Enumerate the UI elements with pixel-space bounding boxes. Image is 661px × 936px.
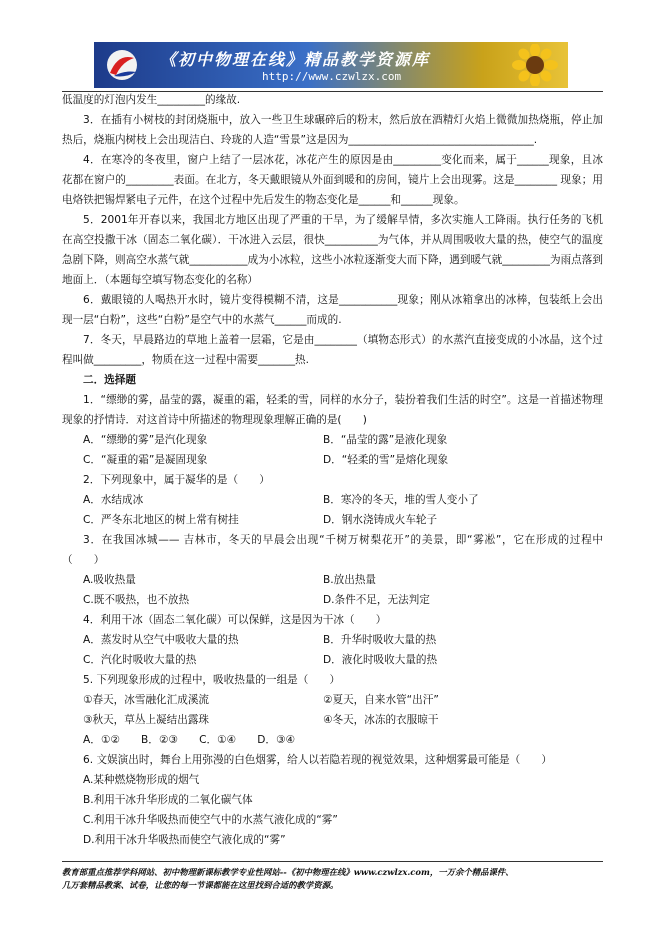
- option-item: A．蒸发时从空气中吸收大量的热: [83, 634, 239, 646]
- option-item: A．水结成冰: [83, 494, 144, 506]
- option-item: B．寒冷的冬天，堆的雪人变小了: [323, 494, 479, 506]
- option-row: [62, 590, 603, 610]
- worksheet-body: [62, 90, 603, 850]
- option-item: D．钢水浇铸成火车轮子: [323, 514, 438, 526]
- option-row: [62, 710, 603, 730]
- option-item: A.吸收热量: [83, 574, 136, 586]
- option-item: A．“缥缈的雾”是汽化现象: [83, 434, 208, 446]
- option-item: D．“轻柔的雪”是熔化现象: [323, 454, 449, 466]
- option-item: ④冬天，冰冻的衣服晾干: [323, 714, 439, 726]
- option-item: C．汽化时吸收大量的热: [83, 654, 197, 666]
- question-text: C.利用干冰升华吸热而使空气中的水蒸气液化成的“雾”: [83, 814, 338, 826]
- question-text: B.利用干冰升华形成的二氧化碳气体: [83, 794, 253, 806]
- question-text: 4．在寒冷的冬夜里，窗户上结了一层冰花，冰花产生的原因是由_________变化而来，属于______现象，且冰花都在窗户的_________表面。在北方，冬天戴眼镜从外面到暖和的房间，镜片上会出现雾。这是________ 现象；用电烙铁把锡焊紧电子元件，在这个过程中先后发生的物态变化是______和______现象。: [62, 154, 603, 206]
- question-text: A．①② B．②③ C．①④ D．③④: [83, 734, 295, 746]
- option-item: D.条件不足，无法判定: [323, 594, 430, 606]
- option-item: ③秋天，草丛上凝结出露珠: [83, 714, 210, 726]
- option-row: [62, 630, 603, 650]
- option-row: [62, 450, 603, 470]
- sunflower-icon: [510, 44, 560, 86]
- page-footer: [62, 866, 603, 892]
- question-text: 3．在我国冰城—— 吉林市，冬天的早晨会出现“千树万树梨花开”的美景，即“雾凇”，它在形成的过程中（ ）: [62, 534, 603, 566]
- footer-rule: [62, 861, 603, 862]
- option-row: [62, 690, 603, 710]
- option-row: [62, 650, 603, 670]
- question-text: D.利用干冰升华吸热而使空气液化成的“雾”: [83, 834, 286, 846]
- option-row: [62, 570, 603, 590]
- question-text: 低温度的灯泡内发生_________的缘故.: [62, 94, 241, 106]
- section-heading: 二．选择题: [83, 374, 136, 386]
- option-item: D．液化时吸收大量的热: [323, 654, 438, 666]
- option-item: ①春天，冰雪融化汇成溪流: [83, 694, 210, 706]
- question-text: 3．在插有小树枝的封闭烧瓶中，放入一些卫生球碾碎后的粉末，然后放在酒精灯火焰上微微加热烧瓶，停止加热后，烧瓶内树枝上会出现洁白、玲珑的人造“雪景”这是因为___________________________________.: [62, 114, 603, 146]
- question-text: 4．利用干冰（固态二氧化碳）可以保鲜，这是因为干冰（ ）: [83, 614, 387, 626]
- option-item: C．严冬东北地区的树上常有树挂: [83, 514, 239, 526]
- question-text: 1．“缥缈的雾，晶莹的露，凝重的霜，轻柔的雪，同样的水分子，装扮着我们生活的时空”。这是一首描述物理现象的抒情诗．对这首诗中所描述的物理现象理解正确的是( ): [62, 394, 603, 426]
- question-text: 5．2001年开春以来，我国北方地区出现了严重的干旱，为了缓解旱情，多次实施人工降雨。执行任务的飞机在高空投撒干冰（固态二氧化碳）．干冰进入云层，很快__________为气体，并从周围吸收大量的热，使空气的温度急剧下降，则高空水蒸气就___________成为小冰粒，这些小冰粒逐渐变大而下降，遇到暖气就_________为雨点落到地面上．（本题每空填写物态变化的名称）: [62, 214, 603, 286]
- footer-line-1: 教育部重点推荐学科网站、初中物理新课标教学专业性网站--《初中物理在线》www.czwlzx.com，一万余个精品课件、: [62, 867, 514, 877]
- option-item: B．升华时吸收大量的热: [323, 634, 437, 646]
- option-row: [62, 490, 603, 510]
- question-text: 6．戴眼镜的人喝热开水时，镜片变得模糊不清，这是___________现象；刚从冰箱拿出的冰棒，包装纸上会出现一层“白粉”，这些“白粉”是空气中的水蒸气______而成的.: [62, 294, 603, 326]
- header-banner: [94, 42, 568, 88]
- option-item: ②夏天，自来水管“出汗”: [323, 694, 439, 706]
- option-item: B.放出热量: [323, 574, 377, 586]
- option-row: [62, 430, 603, 450]
- site-logo-icon: [104, 48, 140, 82]
- option-item: B．“晶莹的露”是液化现象: [323, 434, 448, 446]
- question-text: 6. 文娱演出时，舞台上用弥漫的白色烟雾，给人以若隐若现的视觉效果，这种烟雾最可能是（ ）: [83, 754, 553, 766]
- question-text: 7．冬天，早晨路边的草地上盖着一层霜，它是由________（填物态形式）的水蒸汽直接变成的小冰晶，这个过程叫做_________，物质在这一过程中需要_______热.: [62, 334, 603, 366]
- banner-title: 《初中物理在线》精品教学资源库: [160, 50, 431, 69]
- banner-url[interactable]: http://www.czwlzx.com: [262, 70, 402, 83]
- option-item: C.既不吸热，也不放热: [83, 594, 190, 606]
- question-text: 5. 下列现象形成的过程中，吸收热量的一组是（ ）: [83, 674, 341, 686]
- question-text: 2．下列现象中，属于凝华的是（ ）: [83, 474, 270, 486]
- question-text: A.某种燃烧物形成的烟气: [83, 774, 200, 786]
- footer-line-2: 几万套精品教案、试卷，让您的每一节课都能在这里找到合适的教学资源。: [62, 880, 339, 890]
- option-row: [62, 510, 603, 530]
- option-item: C．“凝重的霜”是凝固现象: [83, 454, 208, 466]
